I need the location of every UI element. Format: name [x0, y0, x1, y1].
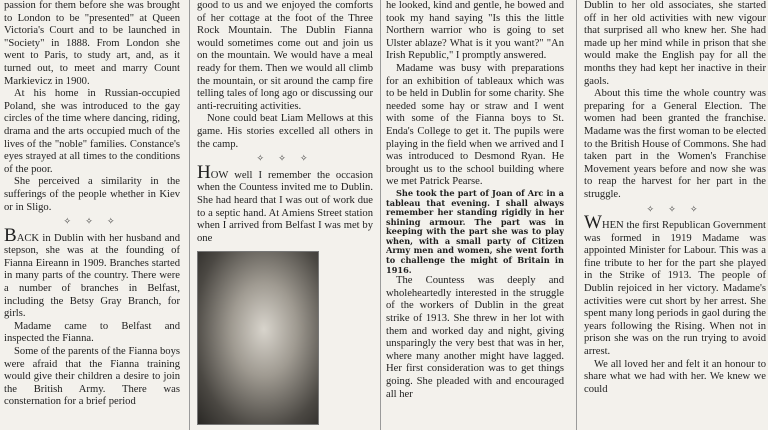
section-divider: ✧ ✧ ✧	[63, 216, 121, 227]
paragraph: At his home in Russian-occupied Poland, she was introduced to the gay circles of the time where dancing, riding, drama and the arts occupied much of the lives of the "noble" families. Constance's eyes strayed at all times to the conditions of the poor.	[4, 88, 180, 175]
paragraph-text: ACK in Dublin with her husband and stepson, she was at the founding of Fianna Eireann in 1909. Branches started in many parts of the country. There were a number of branches in Belfast, including the Betsy Gray Branch, for girls.	[4, 232, 180, 320]
paragraph: About this time the whole country was preparing for a General Election. The women had been granted the franchise. Madame was the first woman to be elected to the British House of Commons. She had taken part in the Women's Franchise Movement years before and now she was to reap the harvest for her part in the struggle.	[584, 88, 766, 200]
paragraph: The Countess was deeply and wholeheartedly interested in the struggle of the workers of Dublin in the great strike of 1913. She threw in her lot with them and worked day and night, giving unsparingly the very best that was in her, where many another might have lagged. Her first consideration was to get things going. She pleaded with and encouraged all her	[386, 275, 564, 400]
column-rule	[576, 0, 577, 430]
pull-quote: She took the part of Joan of Arc in a tableau that evening. I shall always remember her standing rigidly in her shining armour. The part was in keeping with the part she was to play when, with a small party of Citizen Army men and women, she went forth to challenge the might of Britain in 1916.	[386, 187, 564, 275]
paragraph: Dublin to her old associates, she started off in her old activities with new vigour that surprised all who knew her. She had made up her mind while in prison that she would make the English pay for all the months they had kept her inactive in their gaols.	[584, 0, 766, 87]
column-rule	[380, 0, 381, 430]
column-3	[386, 0, 564, 430]
paragraph: Some of the parents of the Fianna boys were afraid that the Fianna training would give their children a desire to join the British Army. There was consternation for a brief period	[4, 346, 180, 408]
paragraph: We all loved her and felt it an honour to share what we had with her. We knew we could	[584, 358, 766, 395]
paragraph: he looked, kind and gentle, he bowed and took my hand saying "Is this the little Northern warrior who is going to set Ulster ablaze? What is it you want?" "An Irish Republic," I promptly answered.	[386, 0, 564, 62]
section-divider: ✧ ✧ ✧	[256, 153, 314, 164]
column-rule	[189, 0, 190, 430]
paragraph: She perceived a similarity in the sufferings of the people whether in Kiev or in Sligo.	[4, 176, 180, 213]
column-4	[584, 0, 766, 430]
paragraph-dropcap	[4, 224, 180, 321]
paragraph-dropcap	[584, 212, 766, 359]
paragraph: None could beat Liam Mellows at this game. His stories excelled all others in the camp.	[197, 113, 373, 150]
column-2	[197, 0, 373, 430]
paragraph-text: OW well I remember the occasion when the Countess invited me to Dublin. She had heard that I was out of work due to a septic hand. At Amiens Street station when I arrived from Belfast I was met by one	[197, 169, 373, 244]
column-1	[4, 0, 180, 430]
paragraph: good to us and we enjoyed the comforts of her cottage at the foot of the Three Rock Mountain. The Dublin Fianna would sometimes come out and join us on the mountain. We would have a meal ready for them. Then we would all climb the mountain, or sit around the camp fire telling tales of long ago or discussing our anti-recruiting activities.	[197, 0, 373, 112]
portrait-photo	[197, 251, 319, 425]
paragraph: passion for them before she was brought to London to be "presented" at Queen Victoria's Court and to be launched in "Society" in 1888. From London she went to Paris, to study art, and, as it turned out, to meet and marry Count Markievicz in 1900.	[4, 0, 180, 87]
section-divider: ✧ ✧ ✧	[646, 203, 704, 214]
paragraph-text: HEN the first Republican Government was formed in 1919 Madame was appointed Minister for Labour. This was a fine tribute to her for the part she played in the Strike of 1913. The people of Dublin rejoiced in her victory. Madame's activities were cut short by her arrest. She spent many long periods in gaol during the years following the Rising. When not in prison she was on the run trying to avoid arrest.	[584, 220, 766, 358]
paragraph-dropcap	[197, 161, 373, 246]
dropcap-letter: H	[197, 161, 211, 183]
dropcap-letter: B	[4, 224, 17, 246]
paragraph: Madame came to Belfast and inspected the Fianna.	[4, 320, 180, 345]
dropcap-letter: W	[584, 212, 602, 234]
paragraph: Madame was busy with preparations for an exhibition of tableaux which was to be held in Dublin for some charity. She needed some hay or straw and I went with some of the Fianna boys to St. Enda's College to get it. The pupils were playing in the field when we arrived and I was introduced to Desmond Ryan. He brought us to the school building where we met Patrick Pearse.	[386, 62, 564, 188]
